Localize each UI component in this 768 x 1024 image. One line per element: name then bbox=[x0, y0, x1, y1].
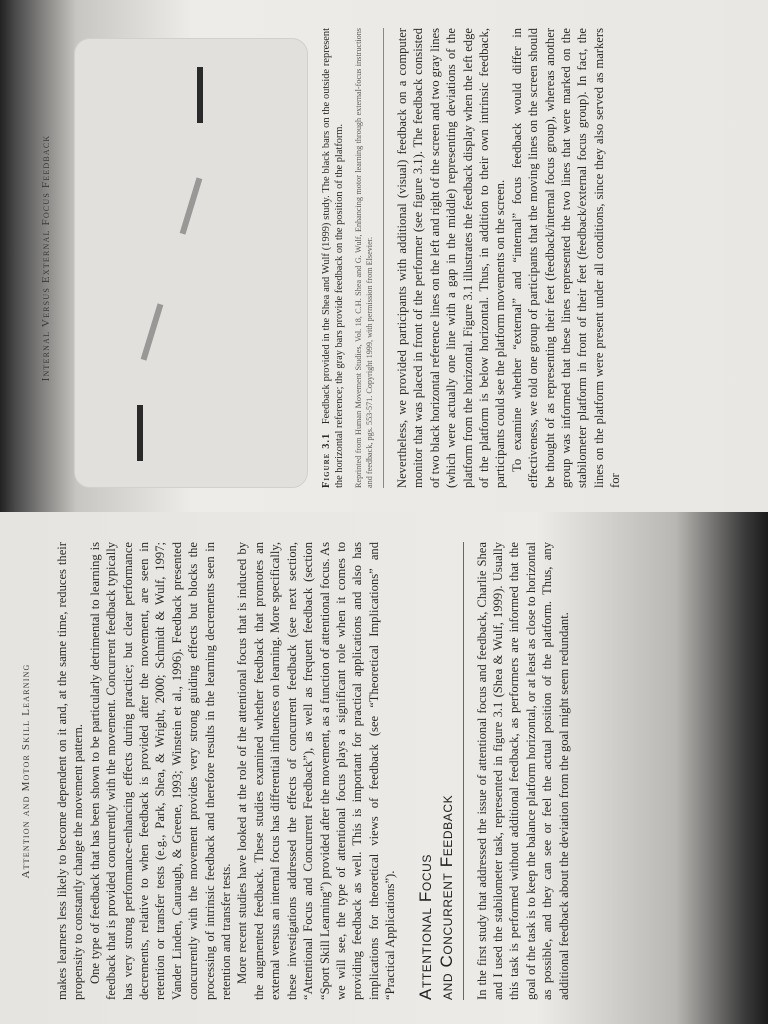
paragraph: To examine whether “external” and “internal” focus feedback would differ in effectiveness, we told one group of participants that the moving lines on the screen should be thought of as representing their feet (feedback/internal focus group), whereas another group was informed that these lines represented the two lines that were marked on the stabilometer platform in front of their feet (feedback/external focus group). In fact, the lines on the platform were present under all conditions, since they also served as markers for bbox=[509, 28, 623, 488]
right-reference-bar bbox=[197, 67, 203, 123]
section-heading-line: and Concurrent Feedback bbox=[436, 794, 456, 1000]
paragraph: Nevertheless, we provided participants with additional (visual) feedback on a computer monitor that was placed in front of the performer (see figure 3.1). The feedback consisted of two black horizontal reference lines on the left and right of the screen and two gray lines (which were actually one line with a gap in the middle) representing deviations of the platform from the horizontal. Figure 3.1 illustrates the feedback display when the left edge of the platform is below horizontal. Thus, in addition to their own intrinsic feedback, participants could see the platform movements on the screen. bbox=[395, 28, 508, 488]
figure-caption-text: Feedback provided in the Shea and Wulf (1999) study. The black bars on the outside represent the horizontal reference; the gray bars provide feedback on the position of the platform. bbox=[321, 27, 345, 488]
paragraph: makes learners less likely to become dependent on it and, at the same time, reduces their propensity to constantly change the movement pattern. bbox=[55, 542, 86, 1000]
figure-label: Figure 3.1 bbox=[321, 432, 332, 488]
figure-3-1-feedback-display bbox=[74, 38, 308, 488]
left-body-text bbox=[54, 542, 399, 1000]
paragraph: One type of feedback that has been shown to be particularly detrimental to learning is feedback that is provided concurrently with the movement. Concurrent feedback typically has very strong performance-enhancing effects during practice; but clear performance decrements, relative to when feedback is provided after the movement, are seen in retention or transfer tests (e.g., Park, Shea, & Wright, 2000; Schmidt & Wulf, 1997; Vander Linden, Cauraugh, & Greene, 1993; Winstein et al., 1996). Feedback presented concurrently with the movement provides very strong guiding effects but blocks the processing of intrinsic feedback and therefore results in the learning decrements seen in retention and transfer tests. bbox=[87, 542, 234, 1000]
left-feedback-bar bbox=[141, 303, 164, 360]
section-heading bbox=[415, 542, 464, 1000]
left-page bbox=[0, 512, 768, 1024]
section-heading-line: Attentional Focus bbox=[415, 854, 435, 1000]
figure-credit: Reprinted from Human Movement Studies, Vol. 18, C.H. Shea and G. Wulf, Enhancing motor learning through external-focus instructions and feedback, pgs. 553-571. Copyright 1999, with permission from Elsevier. bbox=[354, 28, 384, 488]
section-body-text bbox=[474, 542, 572, 1000]
paragraph: In the first study that addressed the issue of attentional focus and feedback, Charlie Shea and I used the stabilometer task, represented in figure 3.1 (Shea & Wulf, 1999). Usually this task is performed without additional feedback, as performers are informed that the goal of the task is to keep the balance platform horizontal, or at least as close to horizontal as possible, and they can see or feel the actual position of the platform. Thus, any additional feedback about the deviation from the goal might seem redundant. bbox=[474, 542, 571, 1000]
running-head-right: Internal Versus External Focus Feedback bbox=[40, 134, 52, 382]
paragraph: More recent studies have looked at the role of the attentional focus that is induced by the augmented feedback. These studies examined whether feedback that promotes an external versus an internal focus has differential influences on learning. More specifically, these investigations addressed the effects of concurrent feedback (see next section, “Attentional Focus and Concurrent Feedback”), as well as frequent feedback (section “Sport Skill Learning”) provided after the movement, as a function of attentional focus. As we will see, the type of attentional focus plays a significant role when it comes to providing feedback as well. This is important for practical applications and also has implications for theoretical views of feedback (see “Theoretical Implications” and “Practical Applications”). bbox=[235, 542, 398, 1000]
running-head-left: Attention and Motor Skill Learning bbox=[20, 663, 32, 879]
right-body-text bbox=[394, 28, 624, 488]
right-feedback-bar bbox=[180, 177, 203, 234]
figure-caption bbox=[320, 28, 346, 488]
left-reference-bar bbox=[137, 405, 143, 461]
